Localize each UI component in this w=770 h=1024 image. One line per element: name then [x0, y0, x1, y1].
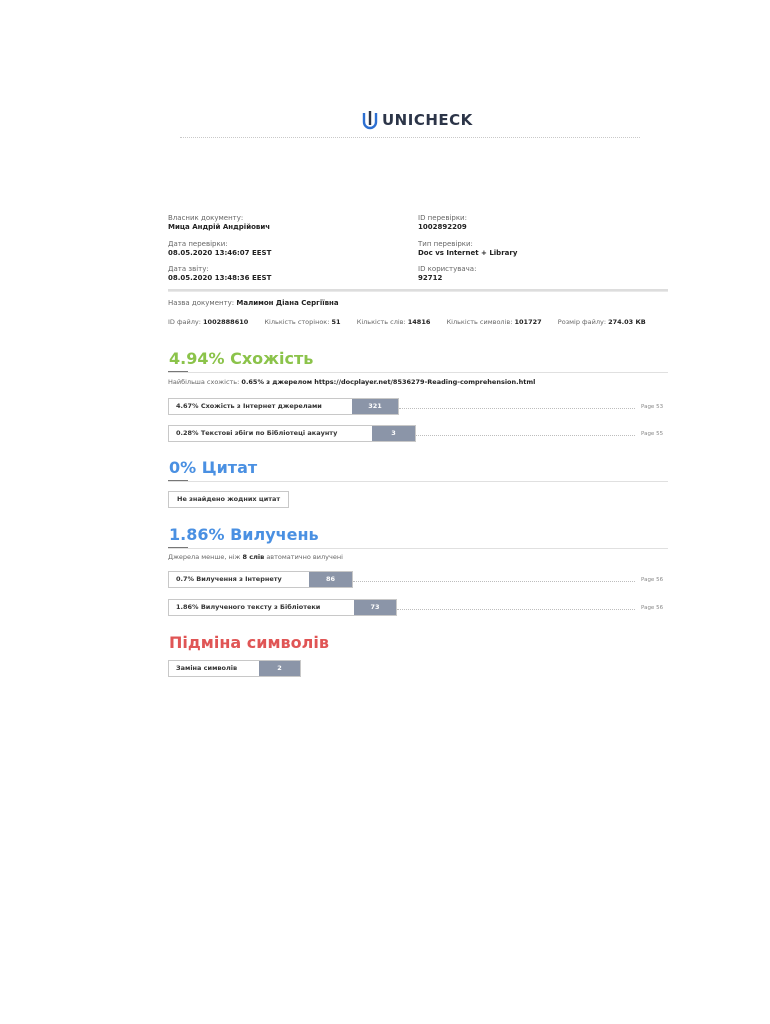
exclusions-title: 1.86% Вилучень: [169, 525, 319, 544]
report-date-value: 08.05.2020 13:48:36 EEST: [168, 274, 272, 282]
similarity-subline-value: 0.65% з джерелом https://docplayer.net/8536279-Reading-comprehension.html: [241, 378, 536, 386]
exclusions-subline: [168, 553, 343, 561]
exclusions-library-leader: [397, 609, 635, 610]
similarity-internet-row[interactable]: [168, 398, 399, 415]
citations-none-row[interactable]: Не знайдено жодних цитат: [168, 491, 289, 508]
pages-value: 51: [331, 318, 341, 326]
similarity-internet-page: Page 53: [641, 404, 664, 410]
substitution-label: Заміна символів: [176, 664, 238, 672]
check-date-value: 08.05.2020 13:46:07 EEST: [168, 249, 272, 257]
exclusions-divider: [168, 548, 668, 549]
citations-title: 0% Цитат: [169, 458, 258, 477]
check-type-block: [418, 240, 517, 258]
exclusions-internet-count: 86: [309, 572, 352, 587]
substitution-count: 2: [259, 661, 300, 676]
file-id-label: ID файлу:: [168, 318, 201, 326]
similarity-library-leader: [416, 435, 635, 436]
citations-divider-accent: [168, 480, 188, 481]
exclusions-internet-page: Page 56: [641, 577, 664, 583]
unicheck-logo: [362, 110, 473, 130]
exclusions-library-count: 73: [354, 600, 396, 615]
exclusions-subline-bold: 8 слів: [242, 553, 265, 561]
file-id-value: 1002888610: [203, 318, 249, 326]
owner-label: Власник документу:: [168, 214, 244, 222]
exclusions-library-row[interactable]: [168, 599, 397, 616]
similarity-library-count: 3: [372, 426, 415, 441]
logo-divider: [180, 137, 640, 138]
similarity-internet-label: 4.67% Схожість з Інтернет джерелами: [176, 402, 322, 410]
user-id-block: [418, 265, 476, 283]
exclusions-library-page: Page 56: [641, 605, 664, 611]
similarity-subline: [168, 378, 535, 386]
exclusions-subline-prefix: Джерела менше, ніж: [168, 553, 241, 561]
check-id-value: 1002892209: [418, 223, 467, 231]
exclusions-internet-leader: [353, 581, 635, 582]
similarity-library-page: Page 55: [641, 431, 664, 437]
similarity-internet-leader: [399, 408, 635, 409]
similarity-title: 4.94% Схожість: [169, 349, 314, 368]
report-date-block: [168, 265, 271, 283]
similarity-divider: [168, 372, 668, 373]
owner-value: Мица Андрій Андрійович: [168, 223, 271, 231]
citations-divider: [168, 481, 668, 482]
size-value: 274.03 КВ: [608, 318, 646, 326]
exclusions-internet-row[interactable]: [168, 571, 353, 588]
pages-label: Кількість сторінок:: [264, 318, 330, 326]
report-date-label: Дата звіту:: [168, 265, 209, 273]
similarity-divider-accent: [168, 371, 188, 372]
file-info: [168, 318, 646, 326]
similarity-subline-label: Найбільша схожість:: [168, 378, 240, 386]
user-id-label: ID користувача:: [418, 265, 477, 273]
check-date-block: [168, 240, 271, 258]
unicheck-logo-icon: [362, 110, 378, 130]
check-type-value: Doc vs Internet + Library: [418, 249, 518, 257]
document-name-label: Назва документу:: [168, 299, 235, 307]
chars-value: 101727: [514, 318, 542, 326]
exclusions-subline-suffix: автоматично вилучені: [266, 553, 343, 561]
similarity-internet-count: 321: [352, 399, 398, 414]
exclusions-internet-label: 0.7% Вилучення з Інтернету: [176, 575, 282, 583]
user-id-value: 92712: [418, 274, 443, 282]
substitution-title: Підміна символів: [169, 633, 329, 652]
words-value: 14816: [407, 318, 431, 326]
check-type-label: Тип перевірки:: [418, 240, 473, 248]
logo-text: UNICHECK: [382, 111, 473, 129]
meta-divider-secondary: [168, 291, 668, 292]
exclusions-library-label: 1.86% Вилученого тексту з Бібліотеки: [176, 603, 321, 611]
similarity-library-row[interactable]: [168, 425, 416, 442]
owner-block: [168, 214, 270, 232]
chars-label: Кількість символів:: [446, 318, 513, 326]
similarity-library-label: 0.28% Текстові збіги по Бібліотеці акаунту: [176, 429, 338, 437]
words-label: Кількість слів:: [356, 318, 406, 326]
document-name: [168, 299, 339, 307]
size-label: Розмір файлу:: [557, 318, 607, 326]
check-date-label: Дата перевірки:: [168, 240, 228, 248]
check-id-block: [418, 214, 467, 232]
exclusions-divider-accent: [168, 547, 188, 548]
document-name-value: Малимон Діана Сергіївна: [236, 299, 339, 307]
check-id-label: ID перевірки:: [418, 214, 467, 222]
substitution-row[interactable]: [168, 660, 301, 677]
